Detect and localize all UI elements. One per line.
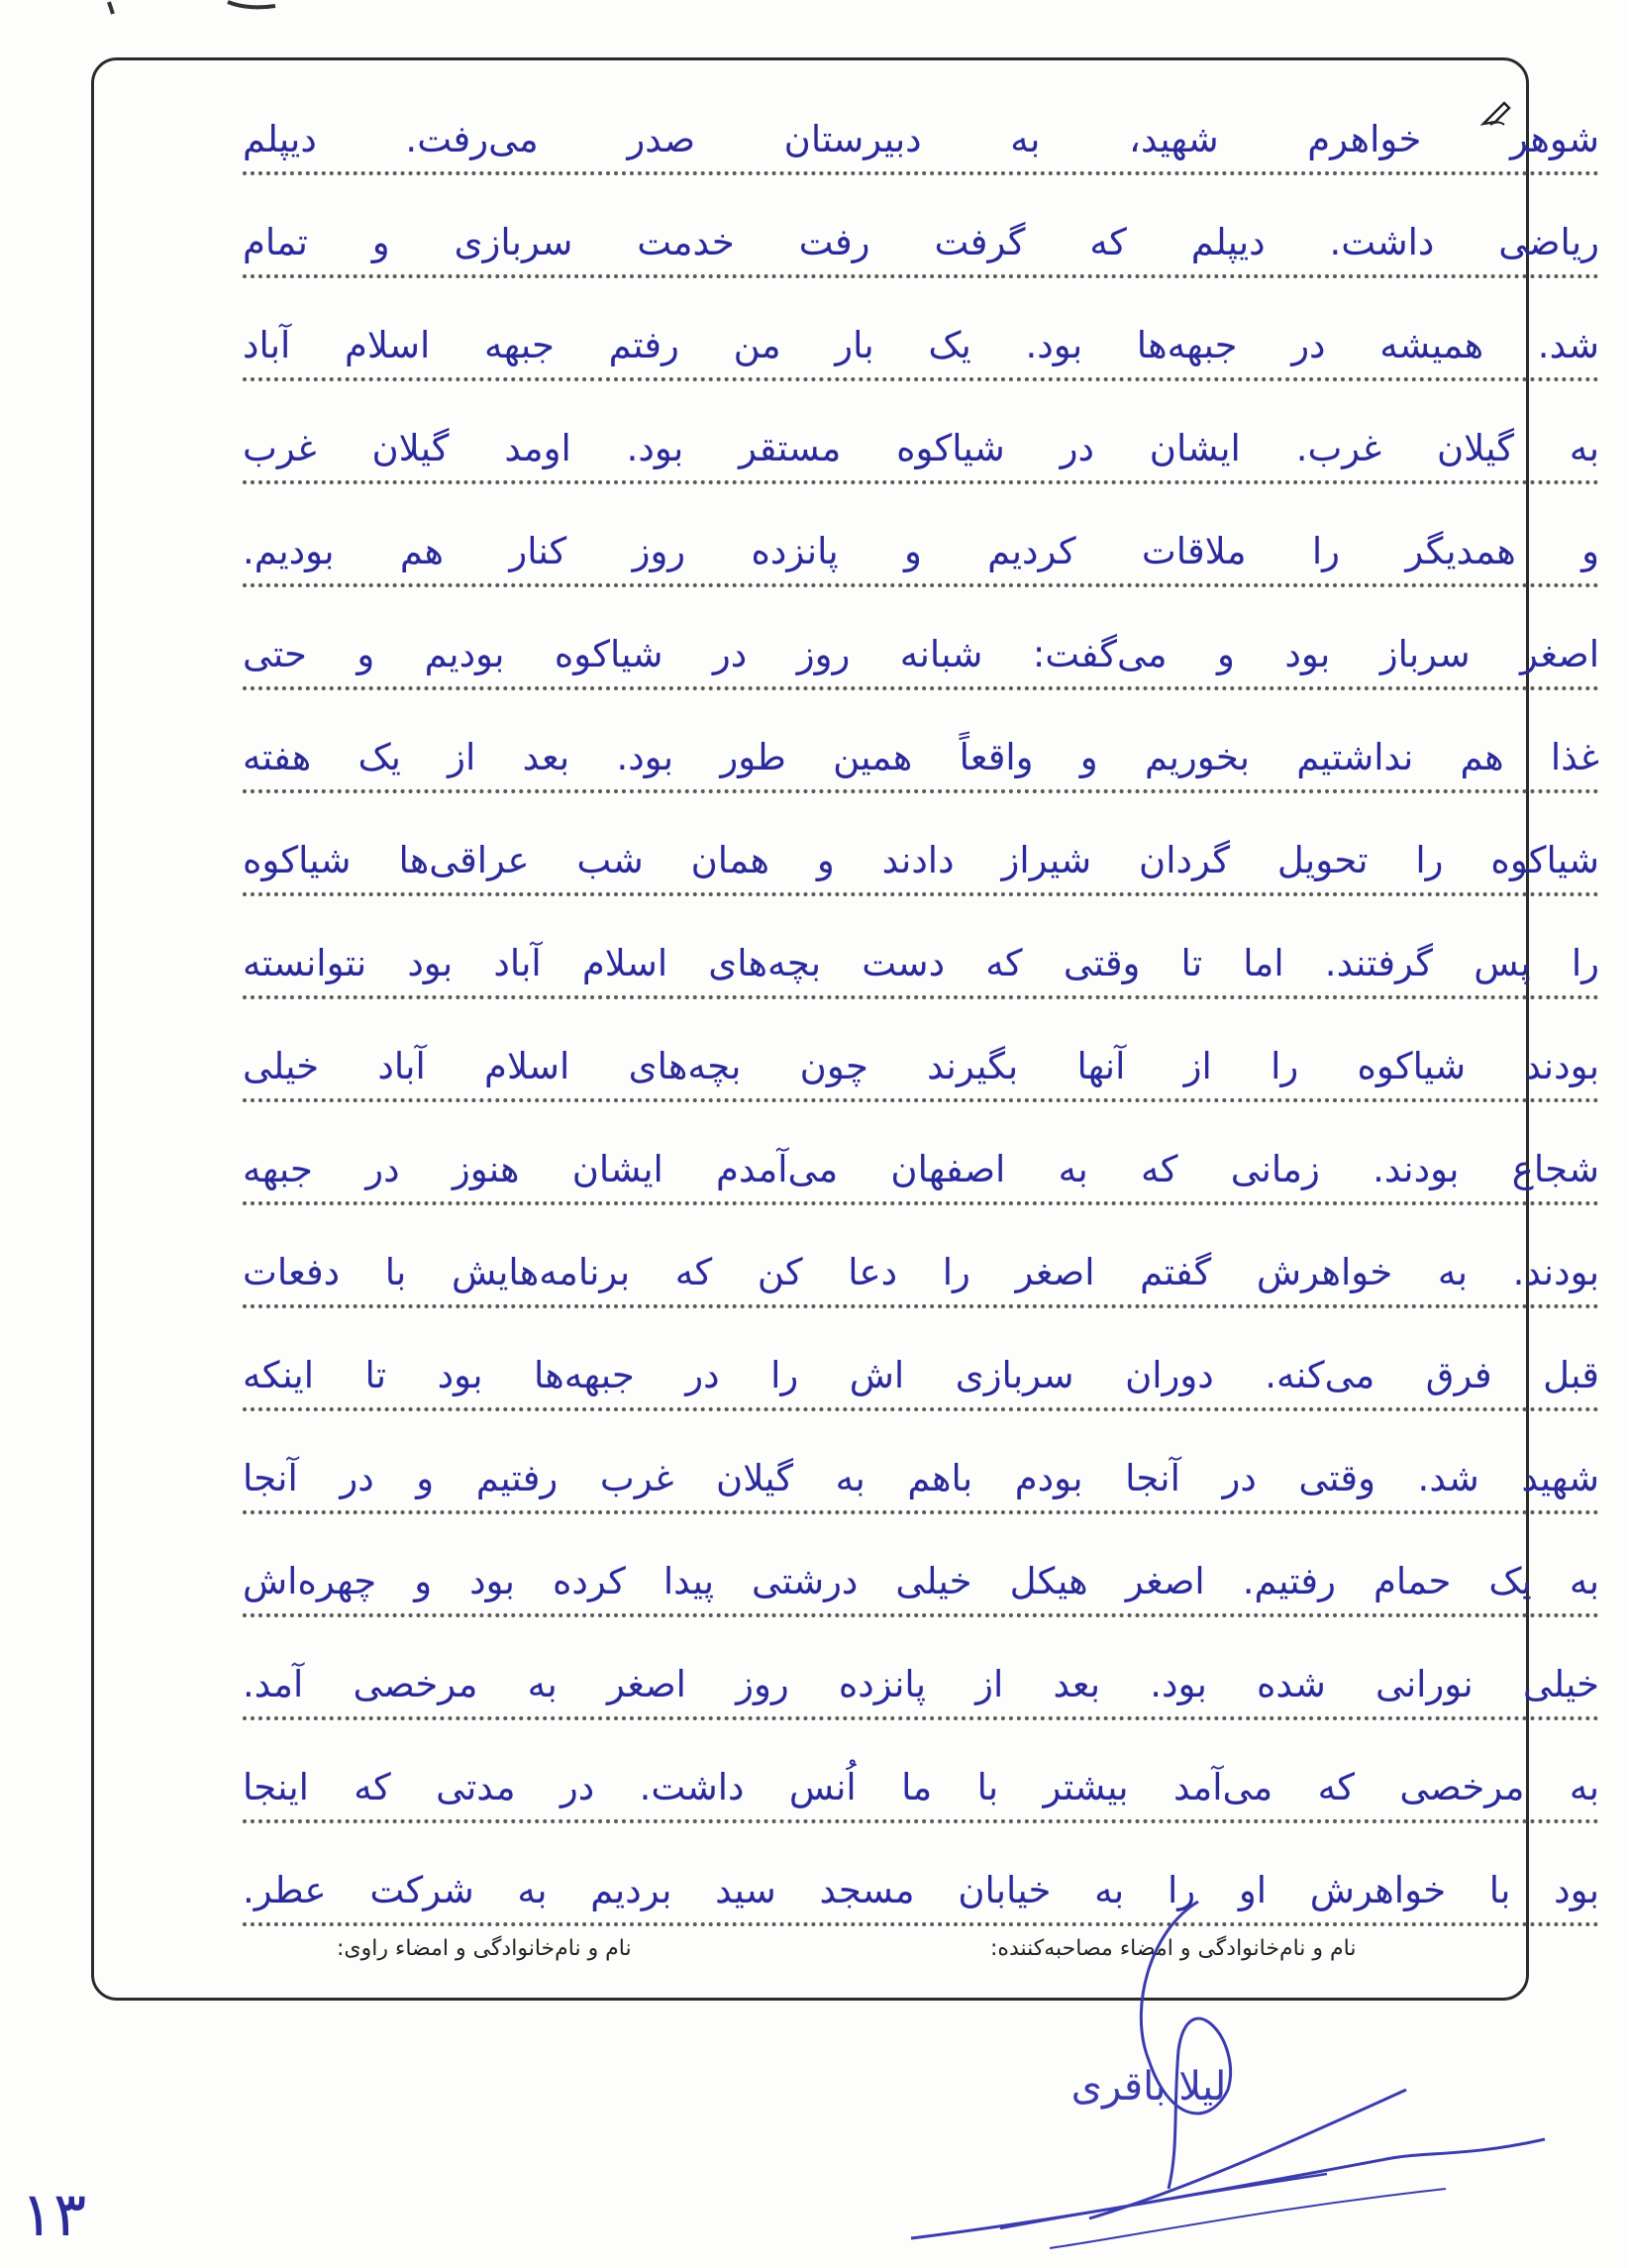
signature-name: لیلا باقری [1070, 2064, 1227, 2110]
text-line-5: و همدیگر را ملاقات کردیم و پانزده روز کنار هم بودیم. [243, 492, 1599, 587]
handwritten-text-area [243, 60, 1599, 1932]
handwritten-signature [852, 1892, 1565, 2268]
text-line-11: شجاع بودند. زمانی که به اصفهان می‌آمدم ایشان هنوز در جبهه [243, 1110, 1599, 1205]
interviewer-signature-label: نام و نام‌خانوادگی و امضاء مصاحبه‌کننده: [990, 1936, 1357, 1961]
text-line-15: به یک حمام رفتیم. اصغر هیکل خیلی درشتی پیدا کرده بود و چهره‌اش [243, 1522, 1599, 1617]
text-line-8: شیاکوه را تحویل گردان شیراز دادند و همان شب عراقی‌ها شیاکوه [243, 801, 1599, 896]
text-line-10: بودند شیاکوه را از آنها بگیرند چون بچه‌های اسلام آباد خیلی [243, 1007, 1599, 1102]
text-line-12: بودند. به خواهرش گفتم اصغر را دعا کن که برنامه‌هایش با دفعات [243, 1213, 1599, 1308]
text-line-17: به مرخصی که می‌آمد بیشتر با ما اُنس داشت. در مدتی که اینجا [243, 1728, 1599, 1823]
interview-form-frame [91, 57, 1599, 2001]
text-line-3: شد. همیشه در جبهه‌ها بود. یک بار من رفتم جبهه اسلام آباد [243, 286, 1599, 381]
text-line-2: ریاضی داشت. دیپلم که گرفت رفت خدمت سربازی و تمام [243, 183, 1599, 278]
page-number [14, 2174, 93, 2253]
text-line-1: شوهر خواهرم شهید، به دبیرستان صدر می‌رفت. دیپلم [243, 80, 1599, 175]
text-line-13: قبل فرق می‌کنه. دوران سربازی اش را در جبهه‌ها بود تا اینکه [243, 1316, 1599, 1411]
svg-text:۱۳: ۱۳ [20, 2178, 87, 2250]
text-line-18: بود با خواهرش او را به خیابان مسجد سید بردیم به شرکت عطر. [243, 1831, 1599, 1926]
text-line-4: به گیلان غرب. ایشان در شیاکوه مستقر بود. اومد گیلان غرب [243, 389, 1599, 484]
narrator-signature-label: نام و نام‌خانوادگی و امضاء راوی: [337, 1936, 632, 1961]
text-line-16: خیلی نورانی شده بود. بعد از پانزده روز اصغر به مرخصی آمد. [243, 1625, 1599, 1720]
text-line-14: شهید شد. وقتی در آنجا بودم باهم به گیلان غرب رفتیم و در آنجا [243, 1419, 1599, 1514]
text-line-7: غذا هم نداشتیم بخوریم و واقعاً همین طور بود. بعد از یک هفته [243, 698, 1599, 793]
text-line-9: را پس گرفتند. اما تا وقتی که دست بچه‌های اسلام آباد بود نتوانسته [243, 904, 1599, 999]
top-edge-marks [99, 0, 297, 20]
text-line-6: اصغر سرباز بود و می‌گفت: شبانه روز در شیاکوه بودیم و حتی [243, 595, 1599, 690]
